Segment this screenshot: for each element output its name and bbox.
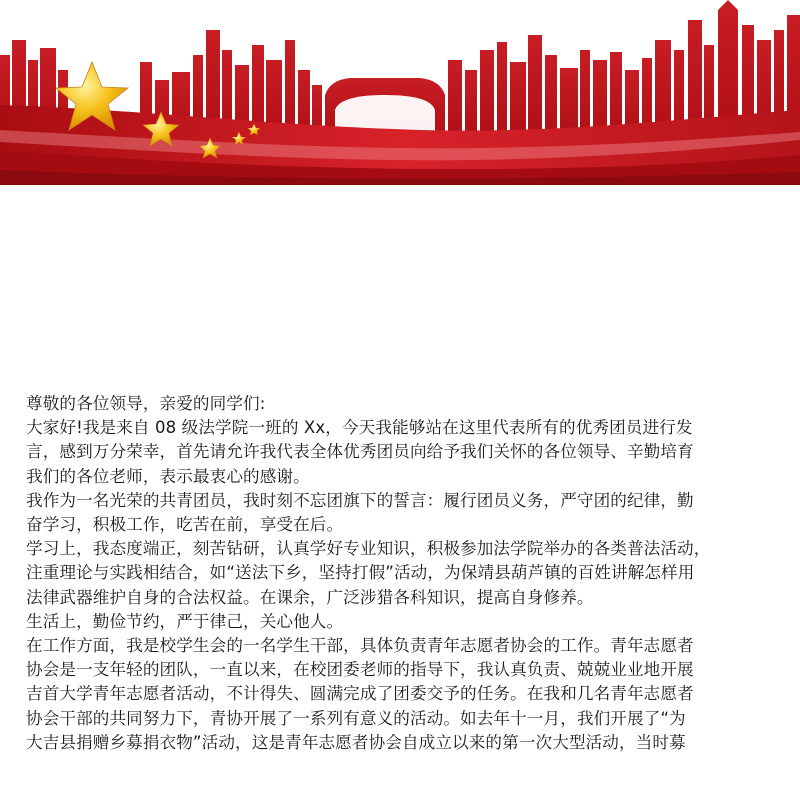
text-line: 学习上，我态度端正，刻苦钻研，认真学好专业知识，积极参加法学院举办的各类普法活动， (26, 539, 711, 559)
text-line: 注重理论与实践相结合，如“送法下乡，坚持打假”活动，为保靖县葫芦镇的百姓讲解怎样用 (26, 563, 695, 583)
text-line: 我作为一名光荣的共青团员，我时刻不忘团旗下的誓言：履行团员义务，严守团的纪律，勤 (26, 490, 694, 510)
text-line: 奋学习，积极工作，吃苦在前，享受在后。 (26, 515, 344, 535)
text-line: 言，感到万分荣幸，首先请允许我代表全体优秀团员向给予我们关怀的各位领导、辛勤培育 (26, 442, 694, 462)
text-line: 大家好!我是来自 08 级法学院一班的 Xx，今天我能够站在这里代表所有的优秀团员进行发 (26, 418, 693, 438)
city-skyline (0, 0, 800, 185)
speech-text (26, 392, 786, 755)
text-line: 我们的各位老师，表示最衷心的感谢。 (26, 466, 310, 486)
text-line: 协会干部的共同努力下，青协开展了一系列有意义的活动。如去年十一月，我们开展了“为 (26, 708, 686, 728)
text-line: 协会是一支年轻的团队，一直以来，在校团委老师的指导下，我认真负责、兢兢业业地开展 (26, 660, 694, 680)
text-line: 法律武器维护自身的合法权益。在课余，广泛涉猎各科知识，提高自身修养。 (26, 587, 594, 607)
text-line: 大吉县捐赠乡募捐衣物”活动，这是青年志愿者协会自成立以来的第一次大型活动，当时募 (26, 732, 686, 752)
text-line: 吉首大学青年志愿者活动，不计得失、圆满完成了团委交予的任务。在我和几名青年志愿者 (26, 684, 694, 704)
text-line: 尊敬的各位领导，亲爱的同学们: (26, 394, 266, 413)
text-line: 在工作方面，我是校学生会的一名学生干部，具体负责青年志愿者协会的工作。青年志愿者 (26, 636, 694, 656)
text-line: 生活上，勤俭节约，严于律己，关心他人。 (26, 611, 344, 631)
header-banner (0, 0, 800, 185)
